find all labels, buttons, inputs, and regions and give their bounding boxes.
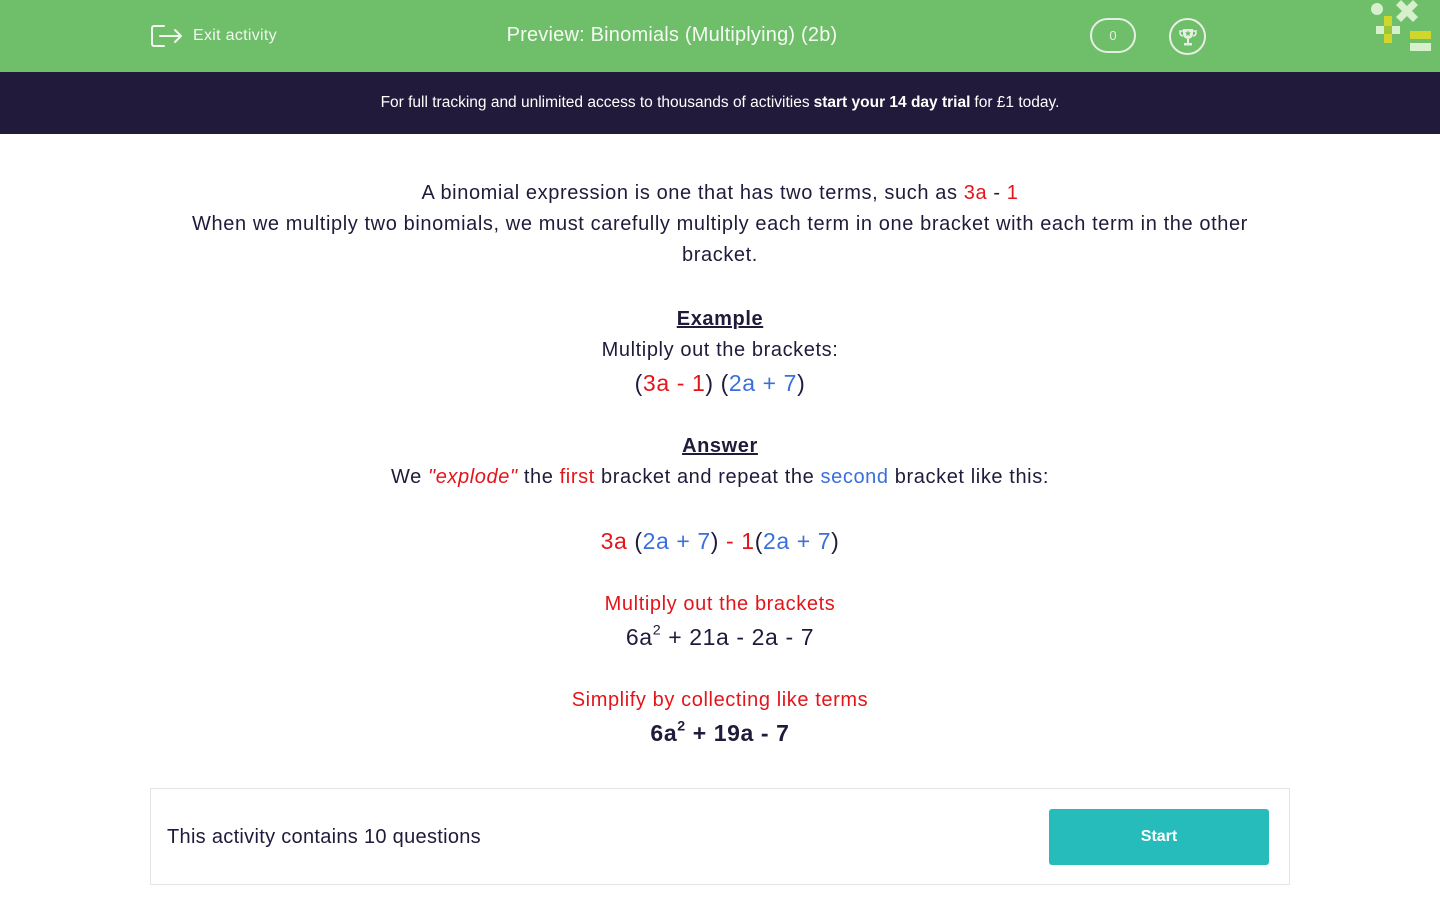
step-1-result: $6a^2 + 21a - 2a - 7$ [625,622,815,650]
brand-logo-icon [1360,0,1440,60]
intro-line-2: When we multiply two binomials, we must carefully multiply each term in one bracket with each term in the other bracket. [192,213,1248,266]
exit-label: Exit activity [193,27,277,44]
banner-text-start: For full tracking and unlimited access to thousands of activities [380,94,810,111]
step-1-label: Multiply out the brackets [604,593,836,615]
final-answer: $6a^2 + 19a - 7$ [650,718,790,746]
example-heading: Example [676,308,764,330]
trophy-button[interactable] [1169,18,1206,55]
example-expression: (3a - 1) (2a + 7) [634,370,806,396]
start-panel [150,788,1290,885]
example-term-1: 3a [963,182,988,204]
answer-explanation: We "explode" the first bracket and repeat the second bracket like this: [390,466,1049,488]
top-bar [0,0,1440,72]
trial-banner[interactable] [0,72,1440,134]
score-badge: 0 [1090,18,1136,53]
example-instruction: Multiply out the brackets: [601,339,839,361]
activity-title: Preview: Binomials (Multiplying) (2b) [506,24,838,46]
intro-line-1: A binomial expression is one that has two terms, such as 3a - 1 [421,182,1019,204]
question-count: This activity contains 10 questions [167,826,481,848]
trophy-icon [1177,26,1199,48]
banner-text-end: for £1 today. [974,94,1060,111]
expanded-expression: 3a (2a + 7) - 1(2a + 7) [600,528,840,554]
start-button[interactable]: Start [1049,809,1269,865]
answer-heading: Answer [682,435,758,457]
step-2-label: Simplify by collecting like terms [571,689,869,711]
lesson-content [150,178,1290,750]
banner-trial-link[interactable]: start your 14 day trial [813,94,971,111]
example-term-2: 1 [1006,182,1019,204]
